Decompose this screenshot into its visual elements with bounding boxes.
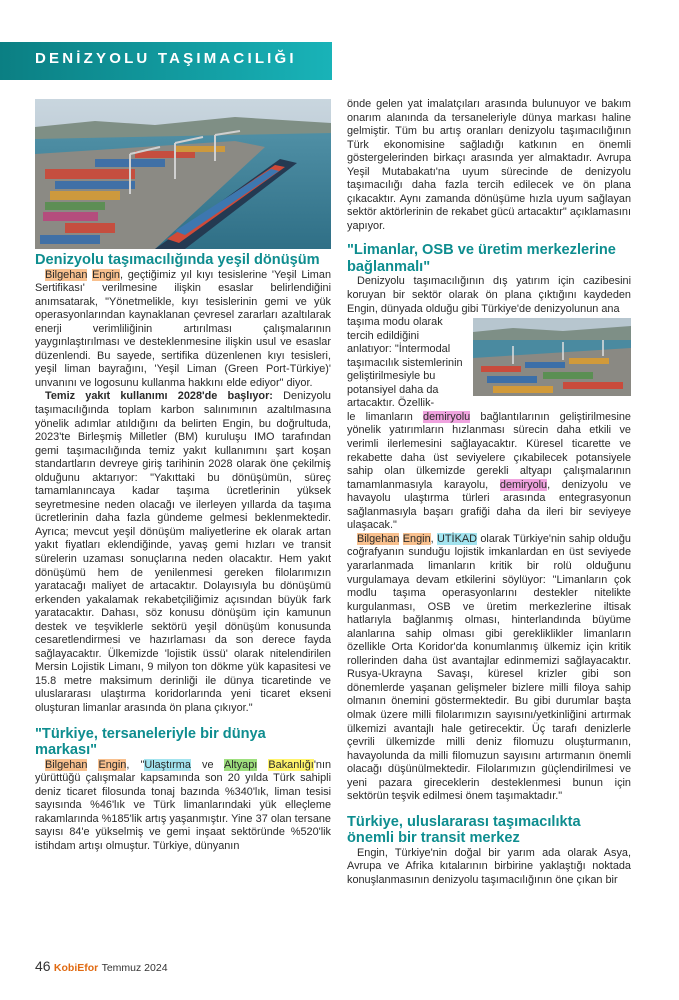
- highlight-ministry-1: Ulaştırma: [144, 758, 191, 771]
- paragraph-green-port: [35, 269, 331, 391]
- paragraph-text: , denizyolu ve havayolu ulaştırma türleri arasında entegrasyonun sağlanmasıyla başarı grafiği daha da ileri bir seviyeye ulaşacak.": [347, 478, 631, 532]
- highlight-surname: Engin: [92, 268, 120, 281]
- paragraph-clean-fuel: [35, 390, 331, 715]
- page-footer: [35, 958, 168, 974]
- section-title: DENİZYOLU TAŞIMACILIĞI: [35, 50, 297, 67]
- paragraph-shipyards: [35, 759, 331, 854]
- text-conjunction: ve: [190, 758, 224, 771]
- highlight-ministry-2: Altyapı: [224, 758, 258, 771]
- paragraph-text: olarak Türkiye'nin sahip olduğu coğrafyanın sunduğu lojistik imkanlardan en üst seviyede yararlanmada limanların kritik bir rolü olduğunu vurgulamaya devam etkilerini söylüyor: "Limanların çok modlu taşıma operasyonlarını destekler nitelikte kurgulanması, OSB ve üretim merkezlerine iltisak hatlarıyla bağlanmış olması, hinterlandında büyüme alanlarına sahip olması gibi gerekliklikler limanların özellikle Orta Koridor'da konumlanmış ülkemiz için kritik rollerinden daha üst avantajlar edinmemizi sağlayacaktır. Rusya-Ukrayna Savaşı, küresel krizler gibi son dönemlerde yaşanan gelişmeler bizlere milli filoya sahip olmanın önemini göstermektedir. Bu gibi durumlar başta olmak üzere milli filolarımızın sayısını/yetkinliğini artırmak ülkemizi avantajlı hale getirecektir. Üç tarafı denizlerle çevrili ülkemizde milli deniz filomuzu oluşturmanın, havayolunda da milli filomuzun sayısını artırmanın önemli olacağı düşünülmektedir. Filolarımızın güçlendirilmesi ve yeni pazara gireceklerin desteklenmesi bunun için sektörün teşvik edilmesi önem taşımaktadır.": [347, 532, 631, 803]
- highlight-name: Bilgehan: [45, 758, 88, 771]
- highlight-railway-1: demiryolu: [423, 410, 471, 423]
- highlight-railway-2: demiryolu: [499, 478, 548, 491]
- paragraph-text: , geçtiğimiz yıl kıyı tesislerine 'Yeşil Liman Sertifikası' verilmesine ilişkin esaslar belirlendiğini anımsatarak, "Yönetmelikle, kıyı tesislerinin gemi ve yük operasyonlarından kaynaklanan çevresel zararları azaltılarak enerji verimliliğinin artırılması çalışmalarının yaygınlaştırılması ve desteklenmesine ilişkin usul ve esaslar düzenlendi. Bu sayede, sertifika düzenlenen kıyı tesisleri, yeşil liman bayrağını, 'Yeşil Liman (Green Port-Türkiye)' unvanını ve logosunu kullanma hakkını elde ediyor" diyor.: [35, 268, 331, 389]
- paragraph-text: Denizyolu taşımacılığında toplam karbon salınımının azaltılmasına yönelik adımlar atıldığını da belirten Engin, bu doğrultuda, 2023'te Birleşmiş Milletler (BM) kuruluşu IMO tarafından gemi taşımacılığında temiz yakıt kullanımını şart koşan standartların devreye giriş tarihinin 2028 olarak öne çekilmiş olduğunu aktarıyor: "Yakıttaki bu dönüşümün, süreç tamamlanıncaya kadar taşıma ücretlerinin yüksek seyretmesine neden olacağı ve ilerleyen yıllarda da taşıma ücretlerinin daha fazla gündeme gelmesi beklenmektedir. Ayrıca; mevcut yeşil dönüşüm maliyetlerine ek olarak artan yakıt fiyatları eklendiğinde, yavaş gemi hızları ve transit sürelerin uzaması sonuçlarına neden olacaktır. Hem yakıt dönüşümü hem de yenilenmesi gereken filolarımızın yaratacağı maliyet de artacaktır. Dolayısıyla bu dönüşümü erkenden yakalamak rekabetçiliğimiz açısından büyük fark yaratacaktır. Dahası, söz konusu dönüşüm için kamunun destek ve teşviklerle sektörü yeşil dönüşüm konusunda cesaretlendirmesi ve hazırlaması da son derece fayda sağlayacaktır. Ülkemizde 'lojistik üssü' olarak nitelendirilen Mersin Lojistik Limanı, 9 milyon ton dökme yük kapasitesi ve 15.8 metre maksimum derinliği ile dünya ticaretinde ve uluslararası ulaştırma koridorlarında yeni ticaret ekseni oluşturan limanlar arasında ön plana çıkıyor.": [35, 390, 331, 714]
- highlight-surname: Engin: [402, 532, 431, 545]
- heading-green-transformation: Denizyolu taşımacılığında yeşil dönüşüm: [35, 252, 320, 268]
- paragraph-rail-links: [347, 411, 631, 533]
- highlight-name: Bilgehan: [45, 268, 88, 281]
- paragraph-text: 'nın yürüttüğü çalışmalar kapsamında son 20 yılda Türk sahipli deniz ticaret filosunda tonaj bazında %340'lık, liman tesisi sayısında %46'lık ve Türk limanlarındaki yük elleçleme rakamlarında %185'lik artış yaşanmıştır. Yine 37 olan tersane sayısı 84'e yükselmiş ve gemi inşaat sektöründe %520'lik istihdam artışı olmuştur. Türkiye, dünyanın: [35, 758, 332, 852]
- issue-date: Temmuz 2024: [101, 962, 168, 974]
- text-separator: , ": [126, 758, 145, 771]
- highlight-surname: Engin: [98, 758, 127, 771]
- highlight-name: Bilgehan: [357, 532, 400, 545]
- right-column: [347, 98, 631, 887]
- paragraph-lead: Temiz yakıt kullanımı 2028'de başlıyor:: [45, 390, 273, 403]
- port-small-illustration: [473, 318, 631, 396]
- paragraph-utikad: [347, 533, 631, 804]
- paragraph-text: le limanların: [347, 410, 424, 423]
- highlight-ministry-3: Bakanlığı: [268, 758, 314, 771]
- page-number: 46: [35, 958, 51, 974]
- port-photo-small: [473, 318, 631, 396]
- wrap-block: [347, 316, 631, 411]
- heading-transit-hub: Türkiye, uluslararası taşımacılıkta önemli bir transit merkez: [347, 813, 581, 847]
- paragraph-intermodal-intro: Denizyolu taşımacılığının dış yatırım için cazibesini koruyan bir sektör olarak ön plana çıktığını kaydeden Engin, dünyada olduğu gibi Türkiye'de denizyolunun ana: [347, 275, 631, 315]
- paragraph-text: bağlantılarının geliştirilmesine yönelik yatırımların hızlanması sürecin daha etkili ve verimli ilerlemesini sağlayacaktır. Küresel ticarette ve rekabette daha üst seviyelere çıkabilecek potansiyele sahip olan ülkemizde gerekli altyapı çalışmalarının tamamlanmasıyla karayolu,: [347, 410, 631, 491]
- text-separator: ,: [430, 532, 438, 545]
- left-column: [35, 252, 331, 853]
- heading-shipyards: "Türkiye, tersaneleriyle bir dünya markası": [35, 725, 266, 759]
- paragraph-intermodal-wrap: taşıma modu olarak tercih edildiğini anlatıyor: "İntermodal taşımacılık sistemlerinin geliştirilmesiyle bu potansiyel daha da artacaktır. Özellik-: [347, 316, 463, 410]
- paragraph-transit: Engin, Türkiye'nin doğal bir yarım ada olarak Asya, Avrupa ve Afrika kıtalarının birbirine yaklaştığı noktada konuşlanmasının denizyolu taşımacılığının öne çıkan bir: [347, 846, 631, 886]
- port-photo-illustration: [35, 99, 331, 249]
- magazine-name: KobiEfor: [53, 962, 99, 974]
- highlight-organization: UTİKAD: [437, 532, 477, 545]
- port-aerial-photo: [35, 99, 331, 249]
- paragraph-continuation: önde gelen yat imalatçıları arasında bulunuyor ve bakım onarım alanında da tersaneleriyle dünya markası haline gelmiştir. Tüm bu artış oranları denizyolu taşımacılığının Türk ekonomisine sağladığı katkının en önemli göstergelerinden birkaçı arasında yer almaktadır. Avrupa Yeşil Mutabakatı'na uyum sürecinde de denizyolu taşımacılığı daha fazla tercih edilecek ve ön plana çıkacaktır. Aynı zamanda dönüşüme hızla uyum sağlayan sektör aktörlerinin de rekabet gücü artacaktır" açıklamasını yapıyor.: [347, 98, 631, 232]
- heading-ports-osb: "Limanlar, OSB ve üretim merkezlerine bağlanmalı": [347, 242, 616, 275]
